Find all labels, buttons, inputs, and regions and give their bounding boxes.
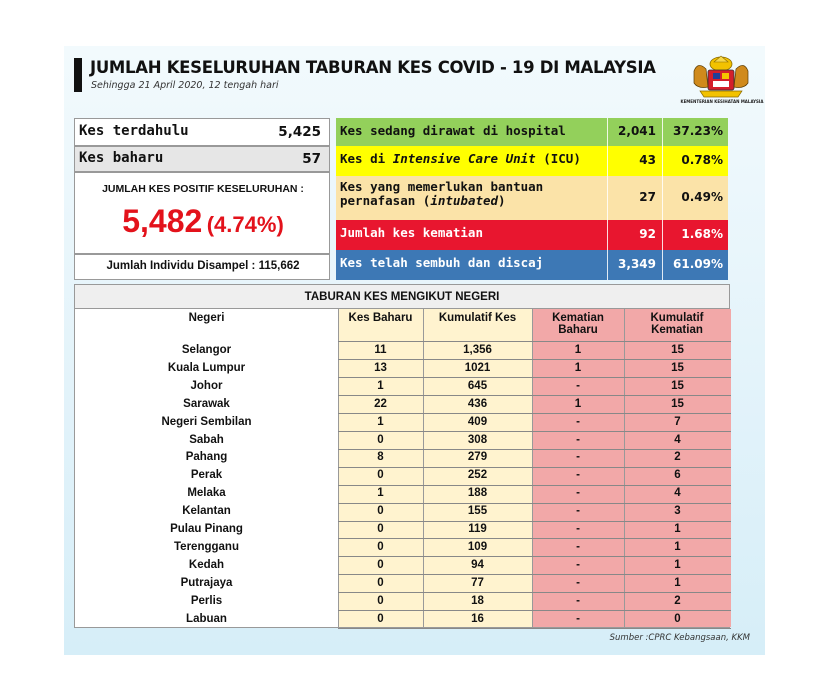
- table-cell-state: Putrajaya: [180, 576, 233, 589]
- table-cell: 119: [468, 523, 487, 535]
- table-cell: 15: [671, 397, 684, 410]
- table-cell: -: [576, 487, 580, 500]
- table-cell: 16: [471, 612, 484, 625]
- total-positive-label: JUMLAH KES POSITIF KESELURUHAN :: [102, 183, 304, 195]
- coat-of-arms-icon: [686, 53, 756, 99]
- page-subtitle: Sehingga 21 April 2020, 12 tengah hari: [91, 80, 279, 91]
- stat-label: [340, 152, 581, 166]
- table-cell-state: Negeri Sembilan: [161, 415, 252, 428]
- table-cell: 279: [467, 451, 488, 464]
- table-cell: 0: [377, 594, 384, 607]
- table-cell: 4: [674, 433, 681, 446]
- table-cell-state: Selangor: [181, 344, 232, 356]
- table-cell: 155: [467, 505, 488, 518]
- total-positive-percent: (4.74%): [206, 212, 284, 237]
- stat-percent: 1.68%: [681, 227, 723, 241]
- stat-percent: 37.23%: [673, 124, 723, 138]
- table-cell-state: Labuan: [186, 612, 227, 625]
- stat-label-part: Intensive Care Unit: [392, 151, 536, 166]
- total-positive-figure: [75, 203, 331, 240]
- stat-percent: 61.09%: [673, 257, 723, 271]
- table-cell: 1,356: [463, 344, 492, 356]
- stat-value: 92: [639, 227, 656, 241]
- table-cell: 1: [674, 576, 681, 589]
- table-cell: 22: [374, 397, 387, 410]
- table-cell: 0: [674, 612, 681, 625]
- table-cell: -: [576, 612, 580, 625]
- table-cell: 188: [467, 487, 488, 500]
- stat-label-part: ): [498, 193, 506, 208]
- table-cell-state: Terengganu: [174, 540, 239, 553]
- table-cell: 7: [674, 415, 681, 428]
- page-title: JUMLAH KESELURUHAN TABURAN KES COVID - 19 DI MALAYSIA: [90, 58, 656, 77]
- stat-row: [336, 118, 728, 146]
- header-negeri: Negeri: [188, 312, 225, 324]
- table-cell: 1: [674, 540, 681, 553]
- prev-cases-box: [74, 118, 330, 146]
- table-cell: 1021: [464, 361, 491, 374]
- new-cases-label: Kes baharu: [79, 150, 164, 166]
- table-cell-state: Johor: [190, 379, 223, 392]
- total-positive-value: 5,482: [122, 203, 203, 239]
- source-note: Sumber :CPRC Kebangsaan, KKM: [609, 633, 750, 643]
- table-cell: 15: [671, 379, 684, 392]
- table-cell: 15: [671, 361, 684, 374]
- stat-value: 2,041: [618, 124, 656, 138]
- table-title: TABURAN KES MENGIKUT NEGERI: [75, 285, 729, 309]
- stat-row: [336, 250, 728, 280]
- header-kes-baharu: Kes Baharu: [348, 312, 413, 324]
- new-cases-value: 57: [302, 151, 321, 167]
- stat-label: [340, 226, 483, 240]
- table-cell: 252: [467, 469, 488, 482]
- stat-row: [336, 220, 728, 250]
- stat-percent: 0.78%: [681, 153, 723, 167]
- table-cell: -: [576, 433, 580, 446]
- stat-label-part: Kes di: [340, 151, 393, 166]
- stat-label: [340, 256, 543, 270]
- table-cell: 1: [377, 379, 384, 392]
- table-cell: -: [576, 379, 580, 392]
- table-cell: -: [576, 558, 580, 571]
- table-cell: 0: [377, 523, 384, 535]
- table-cell-state: Kelantan: [182, 505, 231, 518]
- table-cell: 1: [674, 558, 681, 571]
- row-divider: [338, 628, 731, 629]
- crest-label: KEMENTERIAN KESIHATAN MALAYSIA: [680, 99, 764, 104]
- table-cell-state: Sarawak: [183, 397, 230, 410]
- new-cases-box: [74, 146, 330, 172]
- stat-label: [340, 124, 566, 138]
- table-cell-state: Kedah: [188, 558, 225, 571]
- table-cell: -: [576, 523, 580, 535]
- table-cell: 0: [377, 469, 384, 482]
- table-cell: 11: [374, 344, 387, 356]
- table-cell: 409: [467, 415, 488, 428]
- header-kumulatif-kes: Kumulatif Kes: [438, 312, 517, 324]
- table-cell: 0: [377, 540, 384, 553]
- sampled-box: [74, 254, 330, 280]
- table-cell: 109: [467, 540, 488, 553]
- table-cell: 3: [674, 505, 681, 518]
- table-cell: 18: [471, 594, 484, 607]
- stat-label: [340, 180, 543, 208]
- table-cell: 1: [574, 397, 582, 410]
- table-cell: -: [576, 576, 580, 589]
- table-cell: 0: [377, 612, 384, 625]
- sampled-label: Jumlah Individu Disampel : 115,662: [106, 260, 300, 272]
- table-cell: -: [576, 469, 580, 482]
- table-cell: -: [576, 540, 580, 553]
- stat-row: [336, 146, 728, 176]
- table-cell: 0: [377, 505, 384, 518]
- table-cell: 0: [377, 433, 384, 446]
- table-cell-state: Perak: [190, 469, 223, 482]
- stat-label-part: (ICU): [535, 151, 581, 166]
- table-cell-state: Pulau Pinang: [170, 523, 243, 535]
- table-cell: 645: [467, 379, 488, 392]
- table-cell: 94: [471, 558, 484, 571]
- stat-label-part: intubated: [430, 193, 499, 208]
- table-cell: -: [576, 451, 580, 464]
- stat-label-part: Kes sedang dirawat di hospital: [340, 123, 566, 138]
- stat-label-part: pernafasan (: [340, 193, 431, 208]
- table-cell: 0: [377, 576, 384, 589]
- stat-percent: 0.49%: [681, 190, 723, 204]
- stat-value: 27: [639, 190, 656, 204]
- table-cell: 1: [377, 415, 384, 428]
- table-cell-state: Sabah: [189, 433, 224, 446]
- stat-label-part: Jumlah kes kematian: [340, 225, 483, 240]
- stat-row: [336, 176, 728, 220]
- table-cell: 436: [467, 397, 488, 410]
- table-cell: 0: [377, 558, 384, 571]
- table-cell-state: Perlis: [190, 594, 223, 607]
- table-cell-state: Melaka: [187, 487, 226, 500]
- table-cell-state: Kuala Lumpur: [167, 361, 246, 374]
- stat-label-part: Kes telah sembuh dan discaj: [340, 255, 544, 270]
- prev-cases-value: 5,425: [278, 124, 321, 140]
- table-cell-state: Pahang: [185, 451, 228, 464]
- table-cell: 77: [471, 576, 484, 589]
- table-cell: 13: [374, 361, 387, 374]
- table-cell: 2: [674, 594, 681, 607]
- table-cell: 6: [674, 469, 681, 482]
- table-cell: 4: [674, 487, 681, 500]
- total-positive-box: [74, 172, 330, 254]
- table-cell: 1: [574, 344, 582, 356]
- table-cell: 15: [671, 344, 684, 356]
- state-distribution-table: [74, 284, 730, 628]
- table-cell: -: [576, 415, 580, 428]
- title-accent-bar: [74, 58, 82, 92]
- table-cell: 8: [377, 451, 384, 464]
- table-cell: 1: [377, 487, 384, 500]
- stat-value: 43: [639, 153, 656, 167]
- table-cell: 1: [574, 361, 582, 374]
- prev-cases-label: Kes terdahulu: [79, 123, 189, 139]
- stat-value: 3,349: [618, 257, 656, 271]
- stat-label-part: Kes yang memerlukan bantuan: [340, 179, 544, 194]
- table-cell: 308: [467, 433, 488, 446]
- table-cell: 1: [674, 523, 681, 535]
- table-cell: -: [576, 505, 580, 518]
- table-cell: -: [576, 594, 580, 607]
- header-kematian-baharu: Kematian Baharu: [552, 312, 604, 336]
- header-kumulatif-kematian: Kumulatif Kematian: [650, 312, 704, 336]
- table-cell: 2: [674, 451, 681, 464]
